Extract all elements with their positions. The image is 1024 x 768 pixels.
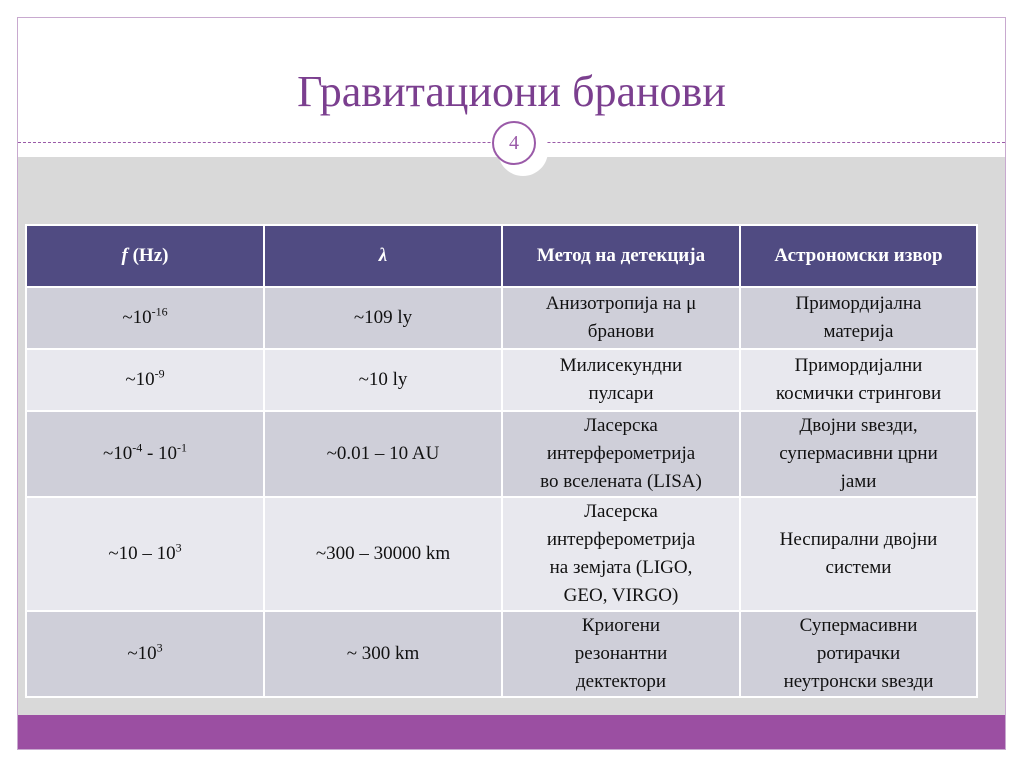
table-row: [26, 497, 977, 611]
source-line: системи: [825, 557, 892, 578]
source-line: Примордијална: [795, 293, 922, 314]
slide: [17, 17, 1006, 750]
method-line: интерферометрија: [546, 443, 696, 464]
cell-frequency: [26, 497, 264, 611]
method-line: бранови: [587, 321, 655, 342]
frequency-base: ~10: [102, 443, 133, 464]
cell-frequency: [26, 611, 264, 697]
source-line: супермасивни црни: [779, 443, 938, 464]
source-line: материја: [823, 321, 894, 342]
method-line: Криогени: [581, 615, 661, 636]
bottom-accent-bar: [18, 715, 1005, 749]
cell-wavelength: ~300 – 30000 km: [264, 497, 502, 611]
method-line: на земјата (LIGO,: [549, 557, 693, 578]
frequency-exponent: -9: [154, 366, 165, 381]
slide-title: Гравитациони бранови: [297, 67, 726, 116]
frequency-exponent: -1: [177, 440, 188, 455]
table-row: [26, 411, 977, 497]
cell-source: [740, 287, 977, 349]
method-line: дектектори: [575, 671, 667, 692]
cell-wavelength: ~109 ly: [264, 287, 502, 349]
header-frequency-unit: (Hz): [127, 245, 169, 266]
cell-method: [502, 349, 740, 411]
frequency-exponent: -4: [132, 440, 143, 455]
cell-wavelength: ~0.01 – 10 AU: [264, 411, 502, 497]
method-line: GEO, VIRGO): [563, 585, 679, 606]
cell-frequency: [26, 287, 264, 349]
page-number: 4: [492, 121, 536, 165]
header-frequency-symbol: f: [121, 245, 128, 266]
cell-method: [502, 411, 740, 497]
source-line: јами: [840, 471, 877, 492]
source-line: Неспирални двојни: [779, 529, 938, 550]
cell-method: [502, 497, 740, 611]
header-frequency: [26, 225, 264, 287]
frequency-exponent: -16: [151, 304, 168, 319]
table-row: [26, 611, 977, 697]
source-line: ротирачки: [816, 643, 901, 664]
method-line: Ласерска: [584, 501, 658, 522]
cell-source: [740, 611, 977, 697]
cell-wavelength: ~10 ly: [264, 349, 502, 411]
frequency-base: ~10: [127, 643, 157, 664]
header-wavelength-symbol: λ: [378, 245, 388, 266]
header-method: Метод на детекција: [502, 225, 740, 287]
table-header-row: [26, 225, 977, 287]
cell-source: [740, 497, 977, 611]
cell-source: [740, 411, 977, 497]
header-wavelength: [264, 225, 502, 287]
table-row: [26, 287, 977, 349]
header-source: Астрономски извор: [740, 225, 977, 287]
cell-wavelength: ~ 300 km: [264, 611, 502, 697]
cell-method: [502, 611, 740, 697]
frequency-base: ~10: [125, 369, 155, 390]
method-line: Анизотропија на μ: [545, 293, 697, 314]
frequency-mid: - 10: [142, 443, 178, 464]
method-line: Ласерска: [584, 415, 658, 436]
method-line: Милисекундни: [559, 355, 683, 376]
cell-source: [740, 349, 977, 411]
frequency-exponent: 3: [175, 540, 182, 555]
method-line: во вселената (LISA): [540, 471, 702, 492]
method-line: пулсари: [588, 383, 654, 404]
source-line: Двојни ѕвезди,: [799, 415, 918, 436]
cell-method: [502, 287, 740, 349]
table-row: [26, 349, 977, 411]
source-line: Супермасивни: [799, 615, 918, 636]
frequency-base: ~10 – 10: [108, 543, 176, 564]
source-line: неутронски ѕвезди: [783, 671, 934, 692]
source-line: Примордијални: [794, 355, 923, 376]
frequency-base: ~10: [122, 307, 152, 328]
method-line: интерферометрија: [546, 529, 696, 550]
cell-frequency: [26, 411, 264, 497]
method-line: резонантни: [574, 643, 668, 664]
source-line: космички стрингови: [775, 383, 942, 404]
frequency-exponent: 3: [156, 640, 163, 655]
cell-frequency: [26, 349, 264, 411]
gravitational-waves-table: [25, 224, 978, 698]
